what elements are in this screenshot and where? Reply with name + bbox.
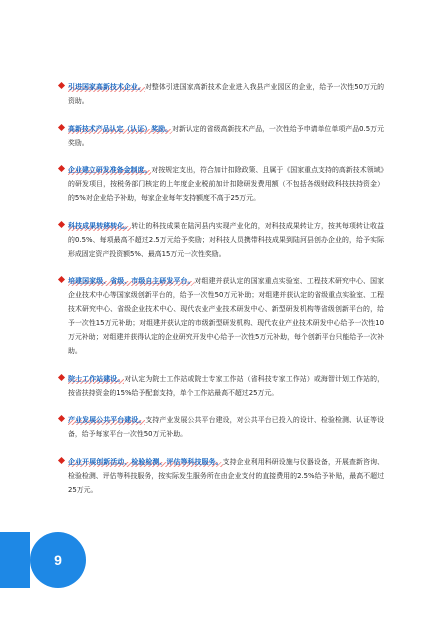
policy-text: 对整体引进国家高新技术企业进入我县产业园区的企业，给予一次性50万元的资助。: [68, 83, 384, 105]
page-number: 9: [54, 552, 62, 568]
policy-text: 转让的科技成果在陆河县内实现产业化的，对科技成果转让方，按其每项转让收益的0.5%、每项最高不超过2.5万元给予奖励；对科技人员携带科技成果到陆河县创办企业的，给予实际形成固定资产投资额5%、最高15万元一次性奖励。: [68, 221, 385, 258]
policy-title: 产业发展公共平台建设。: [68, 416, 146, 424]
policy-item: [68, 372, 384, 400]
policy-item: [68, 163, 384, 205]
policy-text: 对认定为院士工作站或院士专家工作站（省科技专家工作站）或海智计划工作站的，按省扶持资金的15%给予配套支持，单个工作站最高不超过25万元。: [68, 374, 384, 397]
policy-list: [68, 80, 384, 510]
policy-text: 支持产业发展公共平台建设，对公共平台已投入的设计、检验检测、认证等设备，给予每家平台一次性50万元补助。: [68, 416, 384, 438]
policy-text: 支持企业利用科研设施与仪器设备，开展查新咨询、检验检测、评估等科技服务，按实际发生服务所在由企业支付的直接费用的2.5%给予补贴，最高不超过25万元。: [68, 457, 385, 494]
policy-item: [68, 413, 384, 441]
policy-title: 企业开展创新活动、检验检测、评估等科技服务。: [68, 457, 223, 466]
red-diamond-bullet-icon: [58, 220, 65, 227]
policy-title: 培建国家级、省级、市级自主研发平台。: [68, 277, 195, 285]
red-diamond-bullet-icon: [58, 123, 65, 130]
red-diamond-bullet-icon: [58, 415, 65, 422]
policy-text: 对新认定的省级高新技术产品，一次性给予申请单位单项产品0.5万元奖励。: [68, 124, 384, 147]
red-diamond-bullet-icon: [58, 456, 65, 463]
policy-item: [68, 455, 384, 497]
policy-title: 企业建立研发准备金制度。: [68, 166, 152, 174]
policy-title: 科技成果转移转化。: [68, 221, 132, 230]
policy-item: [68, 274, 384, 358]
policy-item: [68, 122, 384, 150]
red-diamond-bullet-icon: [58, 165, 65, 172]
policy-text: 对组建并获认定的国家重点实验室、工程技术研究中心、国家企业技术中心等国家级创新平台的，给予一次性50万元补助；对组建并获认定的省级重点实验室、工程技术研究中心、省级企业技术中心、现代农业产业技术研发中心、新型研发机构等省级创新平台的，给予一次性15万元补助；对组建并获认定的市级新型研发机构、现代农业产业技术研发中心给予一次性10万元补助；对组建并获得认定的企业研究开发中心给予一次性5万元补助，每个创新平台只能给予一次补助。: [68, 277, 384, 355]
policy-text: 对按规定支出，符合加计扣除政策、且属于《国家重点支持的高新技术领域》的研发项目，按税务部门核定的上年度企业税前加计扣除研发费用额（不包括各级财政科技扶持资金）的5%对企业给予补助，每家企业每年支持额度不高于25万元。: [68, 166, 384, 202]
policy-title: 高新技术产品认定（认证）奖励。: [68, 124, 173, 133]
policy-title: 院士工作站建设。: [68, 374, 125, 383]
red-diamond-bullet-icon: [58, 82, 65, 89]
red-diamond-bullet-icon: [58, 276, 65, 283]
page-number-band: [0, 532, 30, 588]
policy-item: [68, 219, 384, 261]
policy-title: 引进国家高新技术企业。: [68, 83, 145, 91]
policy-item: [68, 80, 384, 108]
red-diamond-bullet-icon: [58, 373, 65, 380]
